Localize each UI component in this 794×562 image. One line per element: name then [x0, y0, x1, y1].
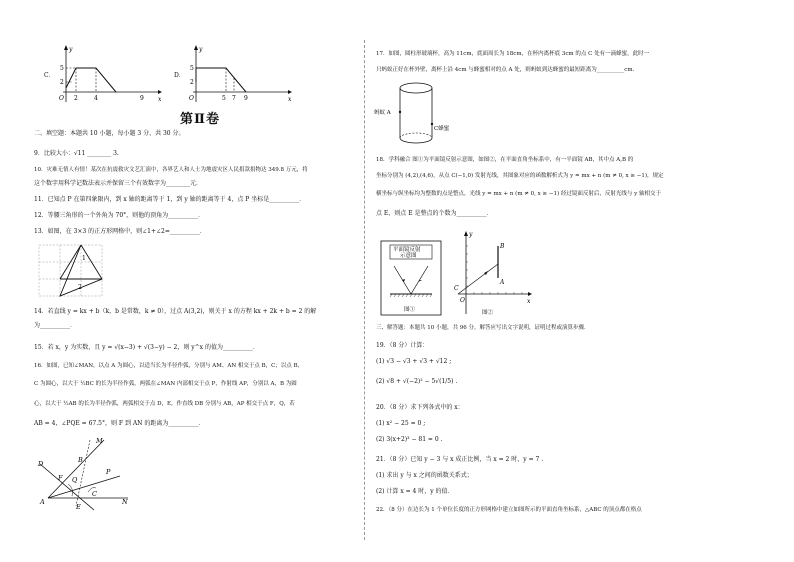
question-22: 22．（8 分）在边长为 1 个单位长度的正方形网格中建立如图所示的平面直角坐标系，△ABC 的顶点都在格点 — [376, 507, 642, 513]
question-10-line-2: 这个数字用科学记数法表示并保留三个有效数字为________元． — [34, 180, 203, 187]
graph-d-xtick-9: 9 — [244, 95, 248, 102]
graph-d-xtick-7: 7 — [232, 95, 236, 102]
question-21-part-1: (1) 求出 y 与 x 之间的函数关系式； — [376, 472, 473, 479]
graph-c — [58, 44, 168, 104]
fig2-point-c: C — [454, 285, 459, 292]
point-m: M — [96, 437, 103, 445]
question-16-line-1: 16．如图，已知∠MAN，以点 A 为圆心，以适当长为半径作弧，分别与 AM、AN 相交于点 B，C；以点 B， — [34, 363, 304, 369]
graph-c-xtick-2: 2 — [74, 95, 78, 102]
fig2-y-label: y — [469, 231, 473, 238]
question-19: 19．（8 分）计算： — [376, 342, 429, 349]
graph-c-x-label: x — [158, 96, 162, 103]
question-9: 9．比较大小：√11 ________ 3. — [34, 150, 119, 157]
right-column — [370, 0, 715, 562]
graph-d-ytick-2: 2 — [190, 79, 194, 86]
question-17-cylinder-figure — [374, 80, 464, 146]
graph-d-ytick-5: 5 — [190, 65, 194, 72]
question-11: 11．已知点 P 在第四象限内，到 x 轴的距离等于 1，到 y 轴的距离等于 4，点 P 坐标是__________． — [34, 196, 306, 203]
question-18-line-4: 点 E，则点 E 是整点的个数为__________． — [376, 210, 493, 217]
question-14-line-2: 为__________． — [34, 322, 77, 329]
question-18-figure-1 — [380, 240, 442, 316]
question-17-line-1: 17．如图，圆柱形玻璃杯，高为 11cm，底面周长为 18cm，在杯内离杯底 3cm 的点 C 处有一滴蜂蜜，此时一 — [376, 51, 650, 57]
graph-d-y-label: y — [199, 46, 203, 53]
option-c-label: C． — [44, 72, 55, 79]
graph-c-xtick-4: 4 — [94, 95, 98, 102]
question-17-line-2: 只蚂蚁正好在杯外壁，离杯上沿 4cm 与蜂蜜相对的点 A 处，则蚂蚁到达蜂蜜的最短距离为__________cm． — [376, 67, 639, 73]
fig2-point-a: A — [500, 279, 505, 286]
figure-1-caption: 图① — [404, 307, 416, 313]
point-f: F — [58, 474, 63, 482]
question-19-part-2: (2) √8 + √(−2)² − 5√(1/5) . — [376, 378, 458, 385]
point-b: B — [78, 456, 83, 464]
question-16-line-2: C 为圆心，以大于 ½BC 的长为半径作弧，两弧在∠MAN 内部相交于点 P，作射线 AP，分别以 A，B 为圆 — [34, 381, 297, 387]
graph-d-x-label: x — [288, 96, 292, 103]
graph-c-ytick-5: 5 — [60, 65, 64, 72]
question-13: 13．如图，在 3×3 的正方形网格中，则∠1+∠2=__________． — [34, 228, 206, 235]
question-15: 15．若 x，y 为实数，且 y = √(x−3) + √(3−y) − 2，则 y^x 的值为__________． — [34, 344, 259, 351]
honey-label: C蜂蜜 — [434, 126, 450, 132]
question-16-line-4: AB = 4，∠PQE = 67.5°，则 F 到 AN 的距离为__________． — [34, 420, 205, 427]
graph-c-xtick-9: 9 — [140, 95, 144, 102]
point-e: E — [76, 503, 81, 511]
angle-2-label: 2 — [78, 284, 82, 291]
question-18-line-1: 18．学科融合 图①为平面镜反射示意图，如图②，在平面直角坐标系中，有一平面镜 AB，其中点 A,B 的 — [376, 157, 634, 163]
fig2-origin: O — [460, 297, 465, 304]
graph-c-ytick-2: 2 — [60, 79, 64, 86]
question-13-grid-figure — [38, 244, 104, 298]
point-d: D — [38, 460, 44, 468]
question-10-line-1: 10．灾难无情人有情！某次在抗震救灾文艺汇演中，各界艺人和人士为地震灾区人民捐款捐物达 349.8 万元，将 — [34, 167, 308, 173]
question-20-part-1: (1) x² − 25 = 0 ; — [376, 420, 426, 427]
point-q: Q — [72, 476, 78, 484]
point-a: A — [40, 498, 45, 506]
graph-d-xtick-5: 5 — [222, 95, 226, 102]
column-divider — [364, 40, 365, 540]
question-19-part-1: (1) √3 − √3 + √3 + √12 ; — [376, 358, 452, 365]
question-14-line-1: 14．若直线 y = kx + b（k，b 是常数，k ≠ 0），过点 A(3,2)，则关于 x 的方程 kx + 2k + b = 2 的解 — [34, 308, 317, 315]
section-3-intro: 三、解答题：本题共 10 小题，共 96 分。解答应写出文字说明，证明过程或演算步骤． — [376, 325, 590, 331]
graph-d — [188, 44, 298, 104]
section-2-title: 第Ⅱ卷 — [180, 112, 220, 127]
point-p: P — [106, 468, 111, 476]
question-18-line-3: 横坐标与纵坐标均为整数的点是整点，光线 y = mx + n (m ≠ 0, x ≥ −1) 经过镜面反射后，反射光线与 y 轴相交于 — [376, 191, 661, 197]
question-12: 12．等腰三角形的一个外角为 70°，则他的顶角为__________． — [34, 212, 205, 219]
angle-1-label: 1 — [82, 255, 86, 262]
graph-d-origin: O — [189, 95, 194, 102]
graph-c-y-label: y — [69, 46, 73, 53]
point-n: N — [122, 498, 128, 506]
question-16-line-3: 心，以大于 ½AB 的长为半径作弧，两弧相交于点 D，E，作直线 DB 分别与 AB，AP 相交于点 F，Q，若 — [34, 401, 295, 407]
fig2-point-b: B — [500, 243, 505, 250]
graph-c-origin: O — [59, 95, 64, 102]
left-column — [30, 0, 360, 562]
section-2-intro: 二、填空题：本题共 10 小题，每小题 3 分，共 30 分。 — [34, 130, 185, 137]
question-18-figure-2 — [454, 228, 534, 318]
mirror-title-line-1: 平面镜反射 — [393, 247, 421, 253]
option-d-label: D． — [174, 72, 185, 79]
question-16-figure — [38, 436, 138, 510]
question-21: 21．（8 分）已知 y − 3 与 x 成正比例，当 x = 2 时，y = 7 . — [376, 456, 544, 463]
question-18-line-2: 坐标分别为 (4,2),(4,6)，从点 C(−1,0) 发射光线，其图象对应的函数解析式为 y = mx + n (m ≠ 0, x ≥ −1)，规定 — [376, 173, 664, 179]
ant-label: 蚂蚁 A — [374, 110, 391, 116]
fig2-x-label: x — [527, 298, 531, 305]
mirror-title-line-2: 示意图 — [400, 253, 417, 259]
question-20: 20．（8 分）求下列各式中的 x： — [376, 404, 464, 411]
question-20-part-2: (2) 3(x+2)³ − 81 = 0 . — [376, 436, 443, 443]
point-c: C — [92, 490, 97, 498]
figure-2-caption: 图② — [482, 310, 494, 316]
question-21-part-2: (2) 计算 x = 4 时，y 的值． — [376, 488, 454, 495]
